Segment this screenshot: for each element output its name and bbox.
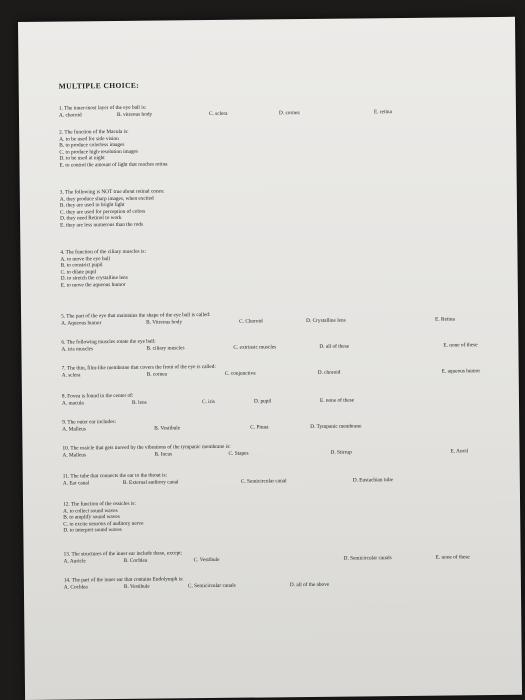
question-stem: 14. The part of the inner ear that contains Endolymph is: [63,576,184,584]
option-a: A. Cochlea [63,583,88,591]
question-9 [62,418,362,433]
option-c: C. Choroid [239,318,263,325]
question-stem: 9. The outer ear includes: [62,418,117,426]
option-b: B. they are used in bright light [59,202,125,209]
option-d: D. all of the above [289,581,330,588]
option-e: E. none of these [443,341,478,349]
option-b: B. Vitreous body [146,318,183,326]
option-d: D. Semicircular canals [343,554,392,562]
option-a: A. Malleus [62,425,86,433]
option-b: B. External auditory canal [122,478,179,486]
question-stem: 5. The part of the eye that maintains the shape of the eye ball is called: [61,312,211,320]
question-stem: 1. The inner-most layer of the eye ball is: [58,104,147,112]
option-a: A. iris muscles [61,345,94,353]
question-stem: 7. The thin, film-like membrane that covers the front of the eye is called: [61,363,216,372]
option-e: E. none of these [319,397,355,404]
question-stem: 3. The following is NOT true about retinal cones: [59,188,165,196]
option-c: C. to dilate pupil [60,268,97,276]
option-d: D. to stretch the crystalline lens [60,275,128,282]
question-7 [61,363,481,379]
option-e: E. they are less numerous than the rods [60,221,144,229]
question-stem: 11. The tube that connects the ear to the throat is: [62,472,168,480]
option-a: A. Malleus [62,451,87,459]
option-c: C. Pinna [250,423,269,431]
option-e: E. aqueous humor [441,367,481,375]
option-a: A. to collect sound waves [63,507,118,515]
option-d: D. all of these [319,343,350,350]
option-c: C. conjunctiva [224,370,256,377]
option-b: B. Incus [154,451,173,458]
question-2 [59,128,167,169]
option-d: D. to be used at night [59,155,105,162]
question-1 [58,104,392,119]
option-a: A. Aqueous humor [61,319,102,327]
option-d: D. Crystalline lens [306,317,346,324]
worksheet-page [18,17,522,700]
option-a: A. Ear canal [62,479,90,487]
option-e: E. to move the aqueous humor [60,281,126,289]
question-8 [61,392,355,407]
option-d: D. they need Retinol to work [60,215,122,222]
question-stem: 4. The function of the ciliary muscles is: [60,248,146,256]
option-e: E. none of these [435,553,470,561]
option-d: D. Tympanic membrane [310,423,362,430]
option-d: D. Stirrup [330,449,352,456]
option-a: A. choroid [58,111,82,119]
question-stem: 2. The function of the Macula is: [59,128,129,136]
option-b: B. to amplify sound waves [63,514,120,521]
option-d: D. to interpret sound waves [63,527,122,534]
option-b: B. Vestibule [154,424,181,432]
question-stem: 10. The ossicle that gets moved by the vibrations of the tympanic membrane is: [62,443,231,452]
option-d: D. choroid [317,369,341,376]
option-c: C. iris [201,398,215,405]
option-d: D. cornea [278,109,300,116]
option-e: E. retina [373,108,392,115]
option-c: C. Vestibule [193,556,220,563]
question-stem: 13. The structures of the inner ear include these, except: [63,550,183,558]
option-c: C. to excite neurons of auditory nerve [63,520,144,528]
question-6 [61,338,478,353]
question-10 [62,443,469,459]
question-14 [63,576,330,591]
option-b: B. Vestibule [123,583,150,590]
question-11 [62,472,394,487]
question-12 [63,501,144,535]
section-heading: MULTIPLE CHOICE: [58,80,140,91]
option-b: B. lens [131,399,147,406]
option-b: B. to constrict pupil [60,262,103,269]
option-a: A. they produce sharp images, when excited [59,195,154,203]
option-c: C. Semicircular canal [240,477,287,485]
option-b: B. ciliary muscles [146,344,185,352]
question-5 [61,312,455,327]
option-c: C. sclera [208,110,228,117]
option-e: E. Anvil [450,447,469,455]
option-b: B. Cochlea [123,557,148,564]
option-c: C. extrinsic muscles [233,343,277,351]
question-stem: 6. The following muscles rotate the eye ball: [61,338,156,346]
option-c: C. to produce high-resolution images [59,148,139,156]
option-e: E. to control the amount of light that reaches retina [59,161,168,169]
option-a: A. Auricle [63,557,86,565]
option-b: B. to produce colorless images [59,142,125,149]
question-stem: 8. Fovea is found in the center of: [61,392,134,400]
option-a: A. to move the eye ball [60,255,110,263]
option-d: D. pupil [253,397,272,405]
question-4 [60,249,146,289]
option-a: A. sclera [61,371,81,379]
option-b: B. vitreous body [116,111,153,118]
option-e: E. Retina [435,316,455,323]
question-3 [60,188,165,229]
option-b: B. cornea [146,371,168,378]
option-d: D. Eustachian tube [352,476,394,484]
question-stem: 12. The function of the ossicles is: [63,500,136,508]
option-c: C. Semicircular canals [187,582,236,589]
option-a: A. macula [61,399,84,407]
option-a: A. to be used for side vision [59,135,119,143]
option-c: C. they are used for perception of colors [59,208,146,216]
option-c: C. Stapes [228,450,249,457]
question-13 [63,550,470,565]
